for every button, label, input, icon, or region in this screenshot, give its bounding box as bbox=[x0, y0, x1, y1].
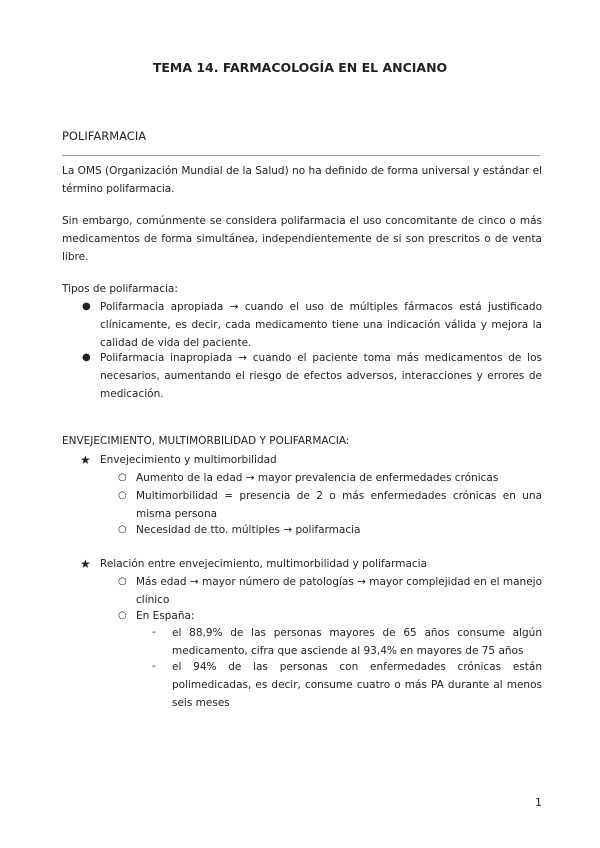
star-icon: ★ bbox=[80, 557, 91, 571]
list-item-edad: Aumento de la edad → mayor prevalencia de enfermedades crónicas bbox=[136, 472, 499, 484]
list-item-tto: Necesidad de tto. múltiples → polifarmacia bbox=[136, 524, 361, 536]
star-item-envejecimiento: Envejecimiento y multimorbilidad bbox=[100, 454, 277, 466]
page-number: 1 bbox=[535, 796, 542, 809]
circle-bullet-icon: ○ bbox=[118, 472, 127, 483]
circle-bullet-icon: ○ bbox=[118, 524, 127, 535]
circle-bullet-icon: ○ bbox=[118, 610, 127, 621]
paragraph-oms: La OMS (Organización Mundial de la Salud) no ha definido de forma universal y estándar el término polifarmacia. bbox=[62, 165, 542, 195]
bullet-icon: ● bbox=[82, 301, 91, 312]
document-title: TEMA 14. FARMACOLOGÍA EN EL ANCIANO bbox=[152, 60, 448, 75]
list-item-multimorbilidad: Multimorbilidad = presencia de 2 o más enfermedades crónicas en una misma persona bbox=[136, 490, 542, 520]
circle-bullet-icon: ○ bbox=[118, 576, 127, 587]
dash-bullet-icon: - bbox=[152, 627, 156, 638]
list-item-mas-edad: Más edad → mayor número de patologías → mayor complejidad en el manejo clínico bbox=[136, 576, 542, 606]
section-heading-envejecimiento: ENVEJECIMIENTO, MULTIMORBILIDAD Y POLIFARMACIA: bbox=[62, 435, 350, 447]
bullet-icon: ● bbox=[82, 352, 91, 363]
section-divider bbox=[62, 155, 540, 156]
circle-bullet-icon: ○ bbox=[118, 490, 127, 501]
star-item-relacion: Relación entre envejecimiento, multimorbilidad y polifarmacia bbox=[100, 558, 428, 570]
list-item-polifarmacia-inapropiada: Polifarmacia inapropiada → cuando el paciente toma más medicamentos de los necesarios, aumentando el riesgo de efectos adversos, interacciones y errores de medicación. bbox=[100, 352, 542, 400]
section-heading-polifarmacia: POLIFARMACIA bbox=[62, 129, 147, 143]
list-item-stat-88: el 88,9% de las personas mayores de 65 años consume algún medicamento, cifra que asciende al 93,4% en mayores de 75 años bbox=[172, 627, 542, 657]
list-item-espana: En España: bbox=[136, 610, 195, 622]
dash-bullet-icon: - bbox=[152, 661, 156, 672]
types-intro: Tipos de polifarmacia: bbox=[62, 283, 178, 295]
list-item-stat-94: el 94% de las personas con enfermedades crónicas están polimedicadas, es decir, consume cuatro o más PA durante al menos seis meses bbox=[172, 661, 542, 709]
paragraph-definition: Sin embargo, comúnmente se considera polifarmacia el uso concomitante de cinco o más medicamentos de forma simultánea, independientemente de si son prescritos o de venta libre. bbox=[62, 215, 542, 263]
list-item-polifarmacia-apropiada: Polifarmacia apropiada → cuando el uso de múltiples fármacos está justificado clínicamente, es decir, cada medicamento tiene una indicación válida y mejora la calidad de vida del paciente. bbox=[100, 301, 542, 349]
star-icon: ★ bbox=[80, 453, 91, 467]
